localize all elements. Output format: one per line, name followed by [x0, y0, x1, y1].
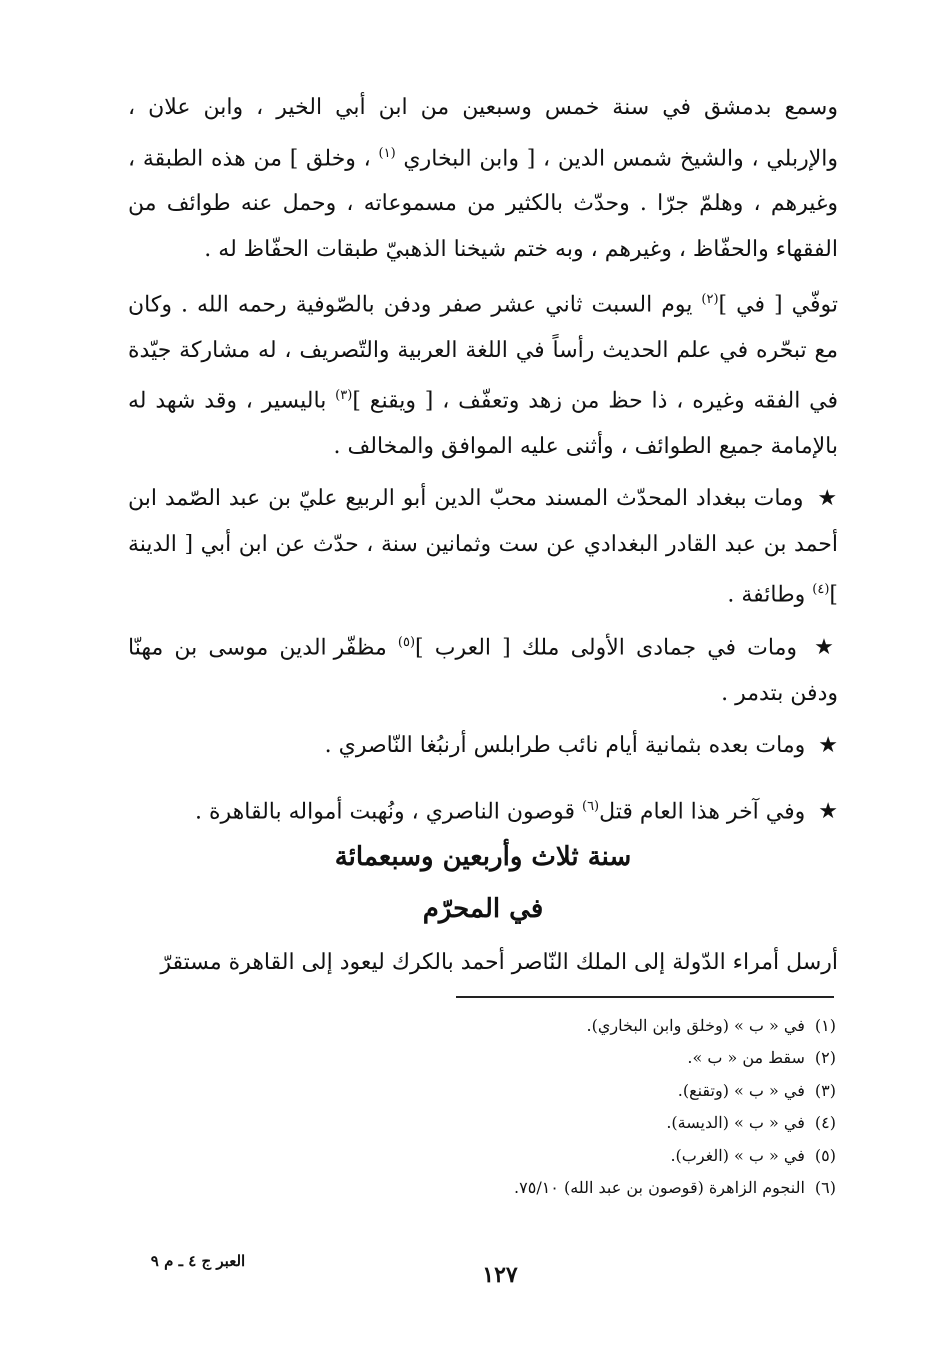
entry-1-text-b: وطائفة .: [727, 582, 806, 608]
footnote-number: (٣): [814, 1080, 836, 1100]
year-heading: سنة ثلاث وأربعين وسبعمائة: [334, 842, 632, 872]
footnote-divider: [456, 996, 834, 998]
star-icon: ★: [818, 733, 838, 758]
printer-signature: العبر ج ٤ ـ م ٩: [150, 1252, 246, 1270]
paragraph-2-text-c: باليسير ، وقد شهد له بالإمامة جميع الطوائف ، وأثنى عليه الموافق والمخالف .: [128, 388, 838, 460]
footnote-item: [336, 1075, 836, 1107]
footnote-text: سقط من « ب ».: [687, 1048, 805, 1068]
closing-text-line: أرسل أمراء الدّولة إلى الملك النّاصر أحمد بالكرك ليعود إلى القاهرة مستقرّ: [160, 950, 838, 975]
star-icon: ★: [818, 799, 838, 825]
footnote-ref-6: (٦): [581, 799, 600, 814]
star-icon: ★: [817, 486, 838, 511]
footnote-text: في « ب » (وتقنع).: [677, 1080, 805, 1100]
footnote-ref-2: (٢): [701, 292, 719, 307]
paragraph-2-text-a: توفّي [ في ]: [718, 292, 838, 318]
paragraph-2: [128, 277, 838, 470]
entry-3-text: ومات بعده بثمانية أيام نائب طرابلس أرنبُغا النّاصري .: [324, 733, 806, 758]
paragraph-2-text-b: يوم السبت ثاني عشر صفر ودفن بالصّوفية رحمه الله . وكان مع تبحّره في علم الحديث رأساً في اللغة العربية والتّصريف ، له مشاركة جيّدة في الفقه وغيره ، ذا حظ من زهد وتعفّف ، [ ويقنع ]: [128, 292, 839, 414]
paragraph-1-text-a: وسمع بدمشق في سنة خمس وسبعين من ابن أبي الخير ، وابن علان ، والإربلي ، والشيخ شمس الدين ، [ وابن البخاري: [128, 95, 838, 171]
footnote-text: في « ب » (وخلق وابن البخاري).: [586, 1016, 805, 1035]
footnotes-list: [336, 1010, 836, 1204]
footnote-number: (١): [814, 1016, 836, 1035]
page-number: ١٢٧: [482, 1262, 518, 1288]
footnote-number: (٦): [814, 1178, 836, 1198]
death-entry-1: [128, 476, 838, 618]
footnote-item: [336, 1107, 836, 1139]
footnote-number: (٤): [814, 1113, 836, 1133]
paragraph-1-text-b: ، وخلق ] من هذه الطبقة ، وغيرهم ، وهلمّ جرّا . وحدّث بالكثير من مسموعاته ، وحمل عنه طوائف من الفقهاء والحفّاظ ، وغيرهم ، وبه ختم شيخنا الذهبيّ طبقات الحفّاظ له .: [128, 145, 838, 262]
footnote-number: (٥): [814, 1145, 836, 1165]
footnote-text: النجوم الزاهرة (قوصون بن عبد الله) ٧٥/١٠.: [514, 1178, 805, 1198]
footnote-ref-4: (٤): [812, 582, 830, 597]
footnote-ref-5: (٥): [397, 635, 416, 650]
entry-1-text-a: ومات ببغداد المحدّث المسند محبّ الدين أبو الربيع عليّ بن عبد الصّمد ابن أحمد بن عبد القادر البغدادي عن ست وثمانين سنة ، حدّث عن ابن أبي [ الدينة ]: [128, 486, 838, 608]
paragraph-1: [128, 85, 838, 272]
entry-4-text-a: وفي آخر هذا العام قتل: [599, 799, 806, 825]
footnote-text: في « ب » (الديسة).: [666, 1113, 805, 1133]
death-entry-2: [128, 620, 838, 716]
death-entry-4: [128, 784, 838, 835]
footnote-ref-1: (١): [378, 145, 396, 161]
footnote-item: [336, 1042, 836, 1074]
footnote-item: [336, 1010, 836, 1042]
star-icon: ★: [814, 635, 838, 661]
month-heading: في المحرّم: [422, 894, 544, 924]
death-entry-3: [128, 723, 838, 769]
entry-2-text-b: مظفّر الدين موسى بن مهنّا ودفن بتدمر .: [128, 635, 838, 706]
footnote-number: (٢): [814, 1048, 836, 1068]
entry-2-text-a: ومات في جمادى الأولى ملك [ العرب ]: [415, 635, 797, 661]
entry-4-text-b: قوصون الناصري ، ونُهبت أمواله بالقاهرة .: [195, 799, 575, 825]
footnote-item: [336, 1140, 836, 1172]
footnote-item: [336, 1172, 836, 1204]
footnote-ref-3: (٣): [335, 388, 353, 404]
footnote-text: في « ب » (الغرب).: [670, 1145, 805, 1165]
